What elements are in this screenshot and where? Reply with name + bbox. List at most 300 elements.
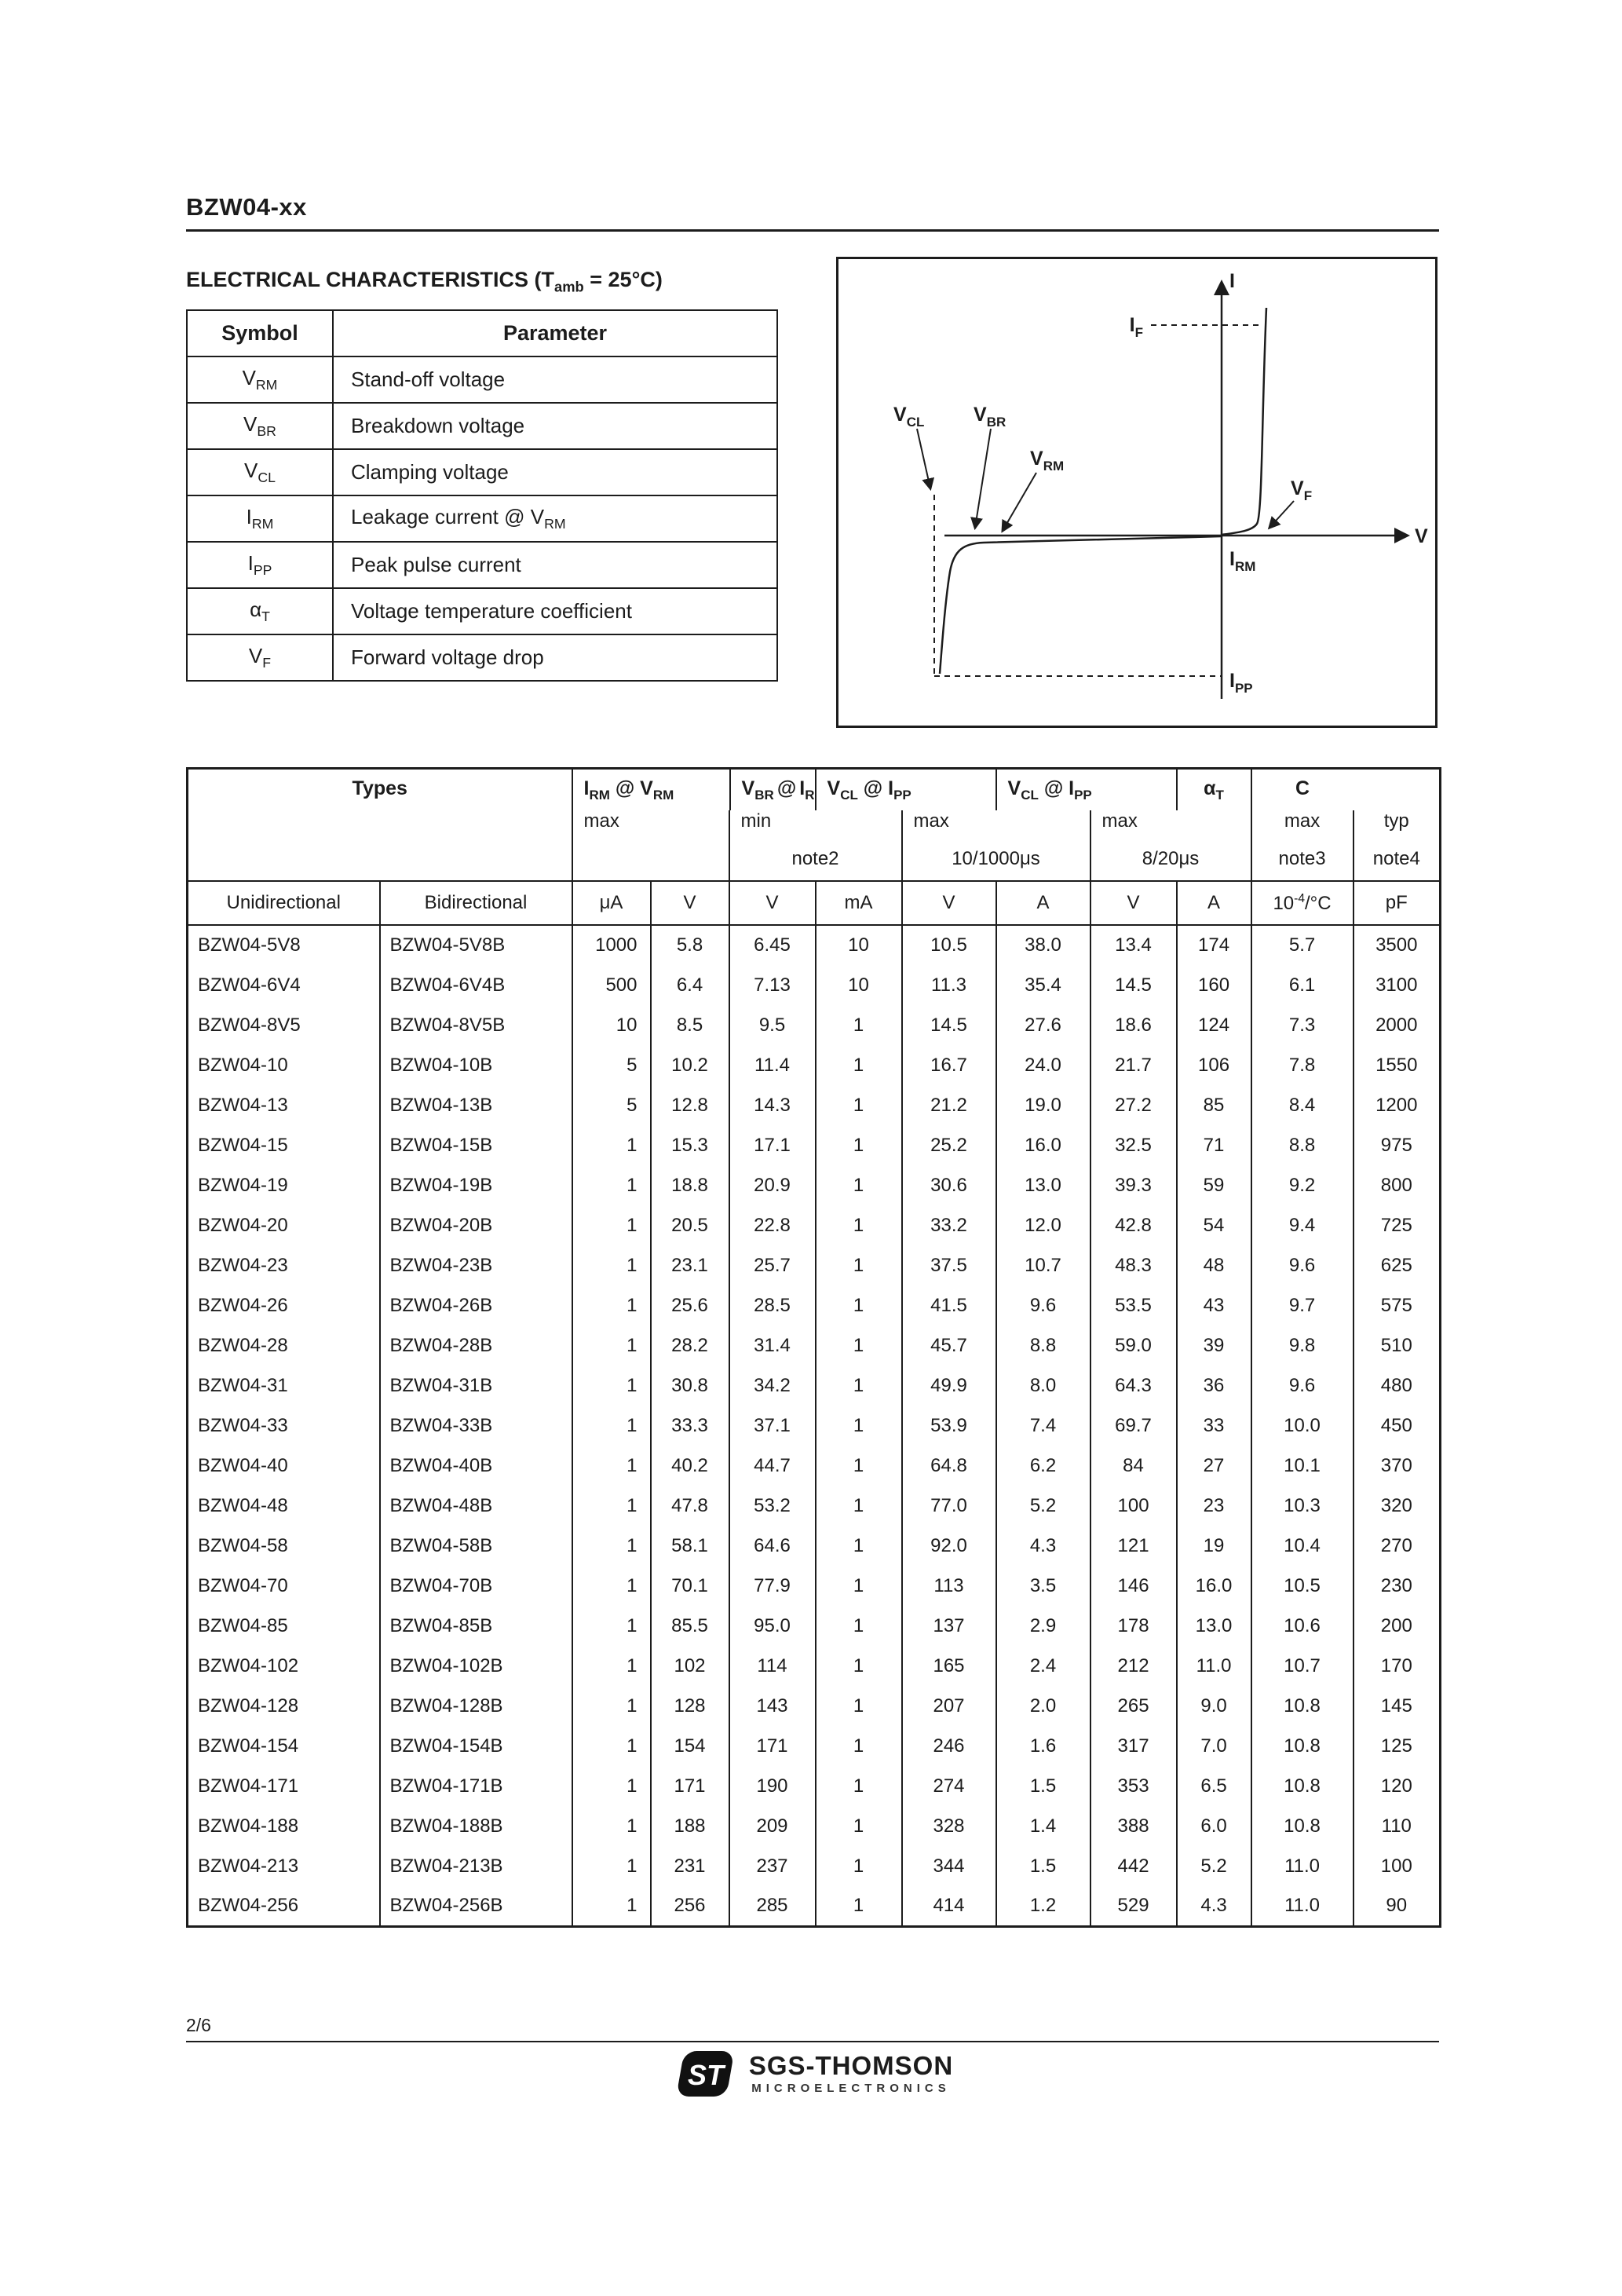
table-row: [188, 1285, 1441, 1325]
cell: 11.4: [729, 1045, 816, 1085]
cell: 17.1: [729, 1125, 816, 1165]
cell: BZW04-10: [198, 1054, 288, 1076]
cell: 1.5: [996, 1846, 1090, 1886]
cell: BZW04-28B: [380, 1325, 572, 1366]
electrical-characteristics-table: [186, 767, 1441, 1928]
cell: BZW04-58: [198, 1534, 288, 1556]
cell: 154: [651, 1726, 729, 1766]
cell: 1: [572, 1245, 651, 1285]
cell: 59.0: [1090, 1325, 1177, 1366]
cell: 7.13: [729, 965, 816, 1005]
cell: 9.2: [1251, 1165, 1353, 1205]
cell: 1: [572, 1806, 651, 1846]
cell: 12.8: [651, 1085, 729, 1125]
cell: 442: [1090, 1846, 1177, 1886]
cell: 35.4: [996, 965, 1090, 1005]
cell: BZW04-102B: [380, 1646, 572, 1686]
table-row: [188, 1806, 1441, 1846]
c-note: note4: [1353, 845, 1441, 881]
cell: 128: [651, 1686, 729, 1726]
cell: 8.5: [651, 1005, 729, 1045]
cell: 85: [1177, 1085, 1251, 1125]
table-row: [188, 1646, 1441, 1686]
col-group-types: Types: [352, 777, 407, 799]
cell: 10.0: [1251, 1406, 1353, 1446]
cell: 529: [1090, 1886, 1177, 1926]
cell: 344: [902, 1846, 996, 1886]
cell: 174: [1177, 925, 1251, 965]
cell: BZW04-171B: [380, 1766, 572, 1806]
col-group-vcl-at-ipp-short: $V_{CL}$ @ $I_{PP}$: [996, 769, 1177, 811]
cell: 5.2: [996, 1486, 1090, 1526]
cell: 64.6: [729, 1526, 816, 1566]
cell: BZW04-20: [198, 1214, 288, 1236]
cell: 9.7: [1251, 1285, 1353, 1325]
cell: 143: [729, 1686, 816, 1726]
cell: BZW04-213: [198, 1855, 299, 1877]
symbol-cell: $\alpha_T$: [187, 588, 333, 634]
parameter-cell: Stand-off voltage: [333, 356, 777, 403]
cell: 1: [816, 1566, 902, 1606]
cell: BZW04-13B: [380, 1085, 572, 1125]
cell: 69.7: [1090, 1406, 1177, 1446]
cell: 16.0: [1177, 1566, 1251, 1606]
cell: 975: [1353, 1125, 1441, 1165]
cell: 53.9: [902, 1406, 996, 1446]
cell: 480: [1353, 1366, 1441, 1406]
cell: 54: [1177, 1205, 1251, 1245]
cell: 1: [816, 1205, 902, 1245]
cell: 113: [902, 1566, 996, 1606]
col-group-c: C: [1251, 769, 1353, 811]
page-title: BZW04-xx: [186, 193, 307, 221]
symbol-row: [187, 495, 777, 542]
cell: 1.6: [996, 1726, 1090, 1766]
cell: BZW04-31B: [380, 1366, 572, 1406]
cell: BZW04-256B: [380, 1886, 572, 1926]
cell: 1: [816, 1646, 902, 1686]
cell: 39.3: [1090, 1165, 1177, 1205]
cell: 1: [816, 1486, 902, 1526]
cell: 1: [816, 1366, 902, 1406]
cell: 171: [651, 1766, 729, 1806]
cell: BZW04-70: [198, 1574, 288, 1596]
cell: BZW04-5V8: [198, 934, 301, 956]
cell: 9.8: [1251, 1325, 1353, 1366]
section-condition: $(T_{amb} = 25^\circ C)$: [534, 268, 663, 295]
cell: 43: [1177, 1285, 1251, 1325]
cell: 1.4: [996, 1806, 1090, 1846]
symbol-cell: $I_{PP}$: [187, 542, 333, 588]
cell: 90: [1353, 1886, 1441, 1926]
cell: 10.8: [1251, 1766, 1353, 1806]
cell: 2.4: [996, 1646, 1090, 1686]
vcl-pointer-arrow: [917, 429, 930, 488]
cell: 4.3: [996, 1526, 1090, 1566]
main-table-body: [188, 925, 1441, 1926]
cell: 18.6: [1090, 1005, 1177, 1045]
header-row-groups: [188, 769, 1441, 811]
brand-name: SGS-THOMSON: [748, 2050, 954, 2080]
vcl1-pulse: 10/1000μs: [902, 845, 1090, 881]
parameter-cell: Leakage current @ $V_{RM}$: [333, 495, 777, 542]
cell: 53.2: [729, 1486, 816, 1526]
cell: BZW04-15: [198, 1134, 288, 1156]
cell: BZW04-31: [198, 1374, 288, 1396]
cell: BZW04-256: [198, 1894, 299, 1916]
cell: 10.5: [1251, 1566, 1353, 1606]
cell: 3.5: [996, 1566, 1090, 1606]
brand-logo: [186, 2049, 1439, 2099]
symbol-row: [187, 403, 777, 449]
cell: 13.0: [1177, 1606, 1251, 1646]
cell: BZW04-48: [198, 1494, 288, 1516]
cell: 1000: [572, 925, 651, 965]
cell: BZW04-26: [198, 1294, 288, 1316]
cell: 1.5: [996, 1766, 1090, 1806]
cell: BZW04-8V5B: [380, 1005, 572, 1045]
cell: 2000: [1353, 1005, 1441, 1045]
vf-label: $V_F$: [1291, 477, 1313, 503]
cell: 1: [816, 1125, 902, 1165]
cell: 8.8: [1251, 1125, 1353, 1165]
cell: 14.3: [729, 1085, 816, 1125]
cell: 5.2: [1177, 1846, 1251, 1886]
cell: 450: [1353, 1406, 1441, 1446]
header-row-units: [188, 881, 1441, 925]
cell: 37.1: [729, 1406, 816, 1446]
cell: BZW04-6V4: [198, 974, 301, 996]
cell: 85.5: [651, 1606, 729, 1646]
cell: 22.8: [729, 1205, 816, 1245]
section-title: [186, 268, 778, 295]
table-row: [188, 965, 1441, 1005]
cell: 170: [1353, 1646, 1441, 1686]
cell: 27: [1177, 1446, 1251, 1486]
cell: 3500: [1353, 925, 1441, 965]
cell: 30.8: [651, 1366, 729, 1406]
cell: 15.3: [651, 1125, 729, 1165]
cell: 1: [572, 1125, 651, 1165]
cell: 9.6: [1251, 1366, 1353, 1406]
cell: 4.3: [1177, 1886, 1251, 1926]
cell: BZW04-26B: [380, 1285, 572, 1325]
table-row: [188, 1686, 1441, 1726]
cell: 171: [729, 1726, 816, 1766]
cell: 12.0: [996, 1205, 1090, 1245]
cell: 59: [1177, 1165, 1251, 1205]
cell: 1: [572, 1486, 651, 1526]
unit-v-4: V: [1090, 881, 1177, 925]
cell: 19.0: [996, 1085, 1090, 1125]
cell: 11.0: [1251, 1886, 1353, 1926]
cell: 33.2: [902, 1205, 996, 1245]
cell: 510: [1353, 1325, 1441, 1366]
cell: 23.1: [651, 1245, 729, 1285]
cell: 9.0: [1177, 1686, 1251, 1726]
cell: 137: [902, 1606, 996, 1646]
cell: BZW04-15B: [380, 1125, 572, 1165]
cell: 45.7: [902, 1325, 996, 1366]
irm-qualifier: max: [572, 810, 729, 845]
if-label: $I_F$: [1129, 314, 1143, 340]
cell: 188: [651, 1806, 729, 1846]
cell: 11.0: [1177, 1646, 1251, 1686]
parameter-cell: Peak pulse current: [333, 542, 777, 588]
cell: 1: [816, 1285, 902, 1325]
cell: 1200: [1353, 1085, 1441, 1125]
symbol-cell: $V_{BR}$: [187, 403, 333, 449]
cell: 10.4: [1251, 1526, 1353, 1566]
cell: 13.0: [996, 1165, 1090, 1205]
cell: 7.4: [996, 1406, 1090, 1446]
cell: 9.4: [1251, 1205, 1353, 1245]
cell: 11.0: [1251, 1846, 1353, 1886]
cell: 27.2: [1090, 1085, 1177, 1125]
table-row: [188, 1245, 1441, 1285]
datasheet-page: [186, 193, 1439, 1928]
cell: 48: [1177, 1245, 1251, 1285]
cell: 48.3: [1090, 1245, 1177, 1285]
cell: 1: [572, 1205, 651, 1245]
cell: 370: [1353, 1446, 1441, 1486]
cell: 25.6: [651, 1285, 729, 1325]
vf-pointer-arrow: [1269, 501, 1294, 528]
cell: 7.8: [1251, 1045, 1353, 1085]
left-column: [186, 268, 778, 682]
cell: 800: [1353, 1165, 1441, 1205]
cell: 8.4: [1251, 1085, 1353, 1125]
table-row: [188, 1886, 1441, 1926]
cell: BZW04-188B: [380, 1806, 572, 1846]
cell: 1: [572, 1766, 651, 1806]
cell: 160: [1177, 965, 1251, 1005]
table-row: [188, 1205, 1441, 1245]
col-group-vcl-at-ipp-long: $V_{CL}$ @ $I_{PP}$: [816, 769, 996, 811]
table-row: [188, 1726, 1441, 1766]
symbol-row: [187, 356, 777, 403]
cell: 1: [572, 1325, 651, 1366]
cell: 265: [1090, 1686, 1177, 1726]
cell: 40.2: [651, 1446, 729, 1486]
cell: 6.1: [1251, 965, 1353, 1005]
table-row: [188, 1486, 1441, 1526]
cell: 71: [1177, 1125, 1251, 1165]
cell: 207: [902, 1686, 996, 1726]
cell: 1: [816, 1606, 902, 1646]
vbr-label: $V_{BR}$: [974, 404, 1006, 430]
table-row: [188, 1085, 1441, 1125]
parameter-cell: Voltage temperature coefficient: [333, 588, 777, 634]
cell: 10: [816, 925, 902, 965]
cell: 100: [1090, 1486, 1177, 1526]
cell: 10.8: [1251, 1806, 1353, 1846]
table-row: [188, 1165, 1441, 1205]
cell: 414: [902, 1886, 996, 1926]
cell: 16.7: [902, 1045, 996, 1085]
irm-label: $I_{RM}$: [1229, 548, 1256, 574]
vcl2-pulse: 8/20μs: [1090, 845, 1251, 881]
vrm-label: $V_{RM}$: [1030, 448, 1065, 473]
cell: 165: [902, 1646, 996, 1686]
cell: 230: [1353, 1566, 1441, 1606]
cell: 92.0: [902, 1526, 996, 1566]
cell: 64.8: [902, 1446, 996, 1486]
cell: 1: [572, 1846, 651, 1886]
footer-rule: [186, 2041, 1439, 2042]
parameter-cell: Clamping voltage: [333, 449, 777, 495]
cell: 8.0: [996, 1366, 1090, 1406]
unit-a-1: A: [996, 881, 1090, 925]
vcl-label: $V_{CL}$: [893, 404, 925, 430]
title-rule: [186, 229, 1439, 232]
cell: 1: [816, 1005, 902, 1045]
cell: 102: [651, 1646, 729, 1686]
cell: 28.5: [729, 1285, 816, 1325]
cell: BZW04-33B: [380, 1406, 572, 1446]
cell: 256: [651, 1886, 729, 1926]
cell: 70.1: [651, 1566, 729, 1606]
table-row: [188, 1526, 1441, 1566]
cell: BZW04-20B: [380, 1205, 572, 1245]
cell: 13.4: [1090, 925, 1177, 965]
table-row: [188, 1766, 1441, 1806]
table-row: [188, 1005, 1441, 1045]
cell: 246: [902, 1726, 996, 1766]
cell: 317: [1090, 1726, 1177, 1766]
cell: 209: [729, 1806, 816, 1846]
top-section: [186, 268, 1439, 728]
cell: 34.2: [729, 1366, 816, 1406]
symbol-row: [187, 634, 777, 681]
cell: 1: [572, 1726, 651, 1766]
cell: 178: [1090, 1606, 1177, 1646]
cell: 10: [572, 1005, 651, 1045]
cell: 9.5: [729, 1005, 816, 1045]
cell: 625: [1353, 1245, 1441, 1285]
cell: 20.9: [729, 1165, 816, 1205]
cell: 1: [816, 1406, 902, 1446]
symbol-row: [187, 588, 777, 634]
vbr-note: note2: [729, 845, 902, 881]
cell: 125: [1353, 1726, 1441, 1766]
symbol-cell: $V_F$: [187, 634, 333, 681]
parameter-cell: Breakdown voltage: [333, 403, 777, 449]
table-row: [188, 1606, 1441, 1646]
iv-curve-svg: [838, 259, 1435, 726]
cell: 58.1: [651, 1526, 729, 1566]
cell: 77.0: [902, 1486, 996, 1526]
unit-v-2: V: [729, 881, 816, 925]
cell: 6.5: [1177, 1766, 1251, 1806]
table-row: [188, 1846, 1441, 1886]
forward-curve: [1222, 308, 1266, 535]
cell: 270: [1353, 1526, 1441, 1566]
cell: 49.9: [902, 1366, 996, 1406]
cell: 39: [1177, 1325, 1251, 1366]
cell: BZW04-5V8B: [380, 925, 572, 965]
cell: 6.0: [1177, 1806, 1251, 1846]
cell: 1: [816, 1446, 902, 1486]
cell: 1: [816, 1245, 902, 1285]
unit-alpha-t: $10^{-4}/^\circ C$: [1251, 881, 1353, 925]
cell: 1: [572, 1446, 651, 1486]
cell: 200: [1353, 1606, 1441, 1646]
cell: 6.4: [651, 965, 729, 1005]
unit-ua: μA: [572, 881, 651, 925]
cell: 1: [572, 1566, 651, 1606]
cell: 388: [1090, 1806, 1177, 1846]
cell: 1: [816, 1045, 902, 1085]
cell: 25.2: [902, 1125, 996, 1165]
cell: 41.5: [902, 1285, 996, 1325]
table-row: [188, 1325, 1441, 1366]
cell: 1: [816, 1886, 902, 1926]
cell: BZW04-19: [198, 1174, 288, 1196]
cell: 1550: [1353, 1045, 1441, 1085]
i-axis-label: I: [1229, 270, 1235, 292]
cell: BZW04-28: [198, 1334, 288, 1356]
cell: 2.9: [996, 1606, 1090, 1646]
cell: BZW04-128: [198, 1695, 299, 1717]
cell: 3100: [1353, 965, 1441, 1005]
cell: 8.8: [996, 1325, 1090, 1366]
cell: 725: [1353, 1205, 1441, 1245]
cell: 6.45: [729, 925, 816, 965]
cell: 9.6: [1251, 1245, 1353, 1285]
at-qualifier: max: [1251, 810, 1353, 845]
cell: 1: [816, 1726, 902, 1766]
page-footer: [186, 2015, 1439, 2099]
table-row: [188, 925, 1441, 965]
cell: 33.3: [651, 1406, 729, 1446]
cell: 274: [902, 1766, 996, 1806]
cell: 44.7: [729, 1446, 816, 1486]
cell: 1: [572, 1366, 651, 1406]
cell: BZW04-58B: [380, 1526, 572, 1566]
cell: 16.0: [996, 1125, 1090, 1165]
cell: 1: [816, 1526, 902, 1566]
at-note: note3: [1251, 845, 1353, 881]
table-row: [188, 1406, 1441, 1446]
bidirectional-column-header: Bidirectional: [380, 881, 572, 925]
cell: 5.8: [651, 925, 729, 965]
cell: 28.2: [651, 1325, 729, 1366]
cell: 120: [1353, 1766, 1441, 1806]
cell: 10.6: [1251, 1606, 1353, 1646]
parameter-column-header: Parameter: [333, 310, 777, 356]
cell: 1: [816, 1085, 902, 1125]
cell: 36: [1177, 1366, 1251, 1406]
cell: 212: [1090, 1646, 1177, 1686]
brand-subtitle: MICROELECTRONICS: [751, 2082, 951, 2096]
symbol-parameter-table: [186, 309, 778, 682]
cell: 14.5: [1090, 965, 1177, 1005]
cell: BZW04-171: [198, 1775, 299, 1797]
cell: 38.0: [996, 925, 1090, 965]
cell: 110: [1353, 1806, 1441, 1846]
cell: 20.5: [651, 1205, 729, 1245]
cell: 1: [572, 1886, 651, 1926]
cell: 14.5: [902, 1005, 996, 1045]
irm-note: [572, 845, 729, 881]
cell: BZW04-85: [198, 1614, 288, 1636]
cell: 9.6: [996, 1285, 1090, 1325]
cell: 6.2: [996, 1446, 1090, 1486]
cell: 328: [902, 1806, 996, 1846]
brand-text: [748, 2050, 954, 2096]
cell: BZW04-8V5: [198, 1014, 301, 1036]
